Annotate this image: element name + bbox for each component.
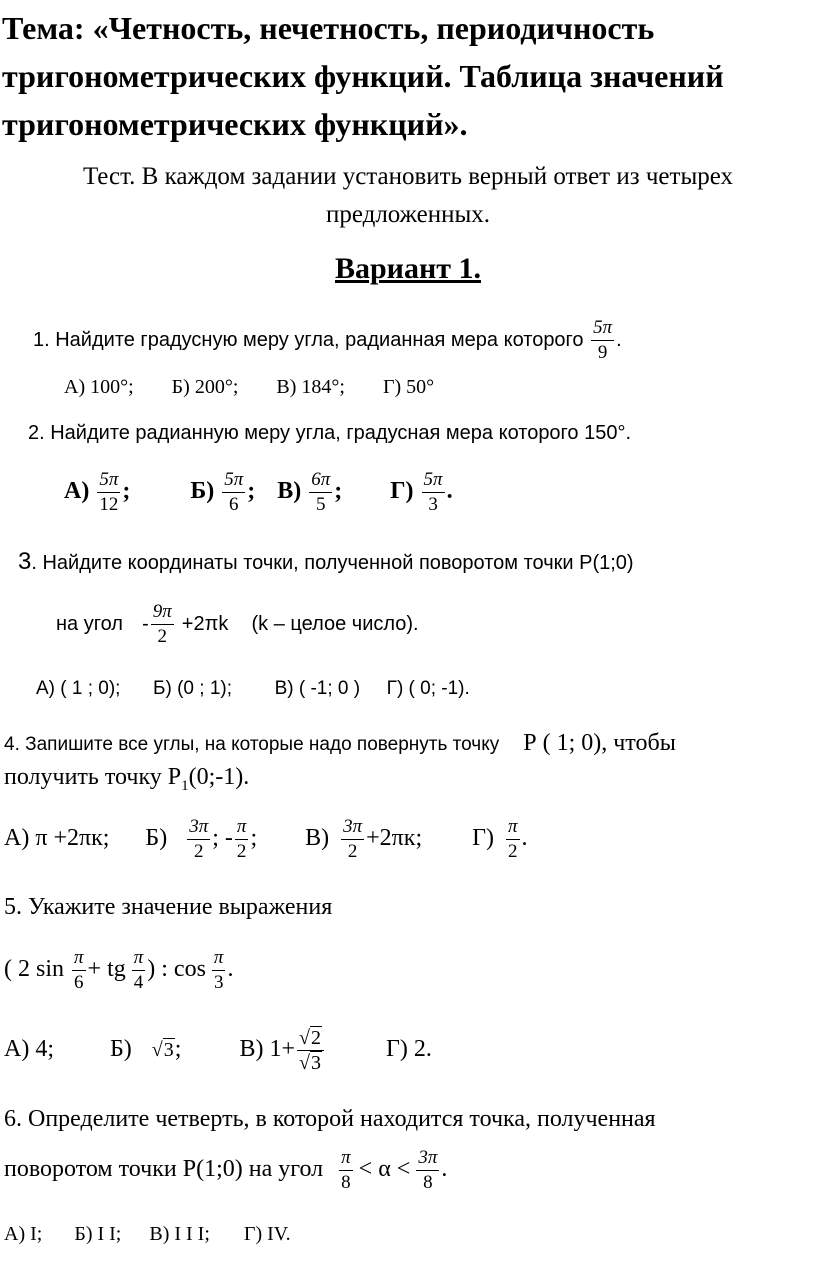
question-6 bbox=[4, 1106, 656, 1133]
option-b: Б) I I; bbox=[74, 1223, 122, 1245]
option-d: Г) $\frac{\pi}{2}$ . bbox=[472, 816, 528, 862]
option-d: Г) $\frac{5\pi}{3}$ . bbox=[390, 469, 453, 515]
option-c: В) ( -1; 0 ) bbox=[274, 678, 361, 699]
question-4-line2: получить точку $Р_1(0;-1)$. bbox=[4, 764, 250, 794]
option-a: А) $\frac{5\pi}{12}$ ; bbox=[64, 469, 131, 515]
page-title: Тема: «Четность, нечетность, периодичность тригонометрических функций. Таблица значений тригонометрических функций». bbox=[2, 10, 724, 142]
question-4-point: Р ( 1; 0), чтобы bbox=[523, 730, 676, 756]
question-3-fraction: $\frac{9\pi}{2}$ bbox=[152, 601, 172, 647]
option-b: Б) 200°; bbox=[171, 376, 239, 398]
option-d: Г) IV. bbox=[243, 1223, 291, 1245]
question-3-angle: на угол - $\frac{9\pi}{2}$ +2πk (k – целое число). bbox=[56, 601, 419, 647]
option-b: Б) $\frac{3\pi}{2}$ ; - $\frac{\pi}{2}$ ; bbox=[145, 816, 258, 862]
option-c: В) I I I; bbox=[149, 1223, 210, 1245]
option-a: А) 100°; bbox=[64, 376, 134, 398]
option-b: Б) √3; bbox=[110, 1036, 182, 1063]
question-5 bbox=[4, 894, 332, 921]
question-3-text: . Найдите координаты точки, полученной поворотом точки Р(1;0) bbox=[31, 552, 634, 574]
question-2-text: 2. Найдите радианную меру угла, градусная мера которого 150°. bbox=[28, 422, 632, 444]
question-3 bbox=[18, 548, 634, 576]
question-5-options bbox=[4, 1028, 432, 1073]
question-1-options bbox=[64, 376, 434, 399]
variant-heading: Вариант 1. bbox=[334, 252, 481, 285]
question-3-number: 3 bbox=[18, 548, 32, 575]
question-6-text: 6. Определите четверть, в которой находится точка, полученная bbox=[4, 1106, 656, 1132]
question-2-options bbox=[64, 470, 453, 515]
option-c: В) $\frac{6\pi}{5}$ ; bbox=[277, 469, 343, 515]
question-5-text: 5. Укажите значение выражения bbox=[4, 894, 333, 920]
test-instructions: Тест. В каждом задании установить верный ответ из четырех предложенных. bbox=[82, 163, 734, 228]
option-b: Б) $\frac{5\pi}{6}$ ; bbox=[190, 469, 256, 515]
question-1-fraction: $\frac{5\pi}{9}$ bbox=[593, 317, 613, 363]
option-c: В) $\frac{3\pi}{2}$ +2πк; bbox=[305, 816, 423, 862]
question-4-options bbox=[4, 817, 528, 862]
option-c: В) 184°; bbox=[276, 376, 345, 398]
question-1-text: 1. Найдите градусную меру угла, радианная мера которого bbox=[33, 328, 584, 351]
option-d: Г) ( 0; -1). bbox=[386, 678, 470, 699]
question-2 bbox=[28, 422, 631, 445]
option-c: В) 1+ $\frac{√2}{√3}$ bbox=[239, 1036, 332, 1062]
option-b: Б) (0 ; 1); bbox=[153, 678, 233, 699]
question-4 bbox=[4, 730, 676, 757]
option-d: Г) 50° bbox=[382, 376, 435, 398]
option-a: А) ( 1 ; 0); bbox=[36, 678, 121, 699]
question-6-options bbox=[4, 1223, 291, 1246]
question-1: 1. Найдите градусную меру угла, радианная мера которого $\frac{5\pi}{9}$ . bbox=[33, 317, 622, 363]
question-3-options bbox=[36, 678, 470, 700]
option-d: Г) 2. bbox=[385, 1036, 432, 1063]
question-5-expression: ( 2 sin $\frac{\pi}{6}$ + tg $\frac{\pi}{4}$ ) : cos $\frac{\pi}{3}$ . bbox=[4, 947, 234, 993]
option-a: А) π +2πк; bbox=[4, 825, 110, 852]
option-a: А) I; bbox=[4, 1223, 43, 1245]
question-4-text: 4. Запишите все углы, на которые надо повернуть точку bbox=[4, 734, 500, 755]
option-a: А) 4; bbox=[4, 1036, 54, 1063]
question-6-line2: поворотом точки Р(1;0) на угол $\frac{\pi}{8}$ < α < $\frac{3\pi}{8}$ . bbox=[4, 1147, 448, 1193]
